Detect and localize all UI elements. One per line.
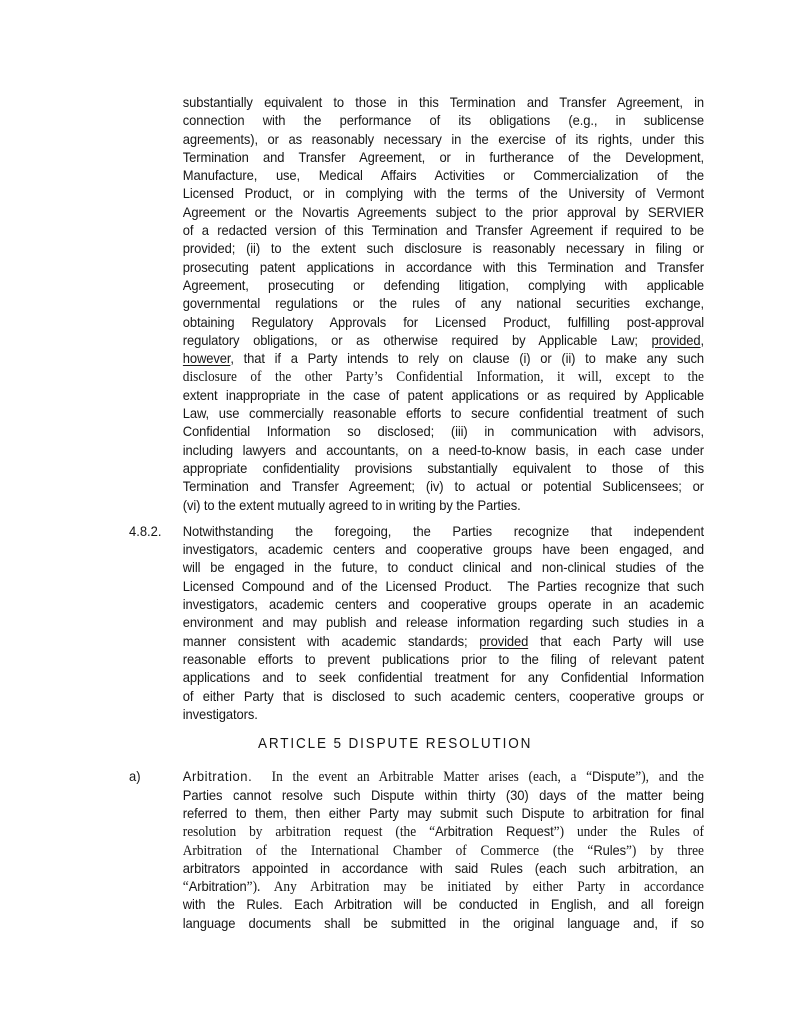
text-line xyxy=(183,258,704,276)
text-line xyxy=(183,166,704,184)
text-line xyxy=(183,668,704,686)
text-line xyxy=(183,404,704,422)
text-segment: provided; (ii) to the extent such disclosure is reasonably necessary in filing or xyxy=(182,240,704,257)
paragraph-lines xyxy=(183,767,704,932)
text-segment: Licensed Product, or in complying with the terms of the University of Vermont xyxy=(182,185,704,202)
text-line xyxy=(183,367,704,385)
text-line xyxy=(183,184,704,202)
text-segment: In the event an Arbitrable Matter arises (each, a “ xyxy=(252,769,593,786)
text-line xyxy=(183,595,704,613)
text-segment: Parties cannot resolve such Dispute within thirty (30) days of the matter being xyxy=(182,786,704,803)
text-segment: referred to them, then either Party may submit such Dispute to arbitration for final xyxy=(182,804,704,821)
text-segment: (vi) to the extent mutually agreed to in writing by the Parties. xyxy=(182,496,521,513)
text-line xyxy=(183,111,704,129)
text-segment: agreements), or as reasonably necessary in the exercise of its rights, under this xyxy=(182,130,704,147)
text-segment: Rules xyxy=(593,841,626,858)
text-line xyxy=(183,914,704,932)
text-segment: resolution by arbitration request (the “ xyxy=(182,824,436,841)
text-line xyxy=(183,294,704,312)
paragraph-lines xyxy=(183,93,704,514)
text-line xyxy=(183,221,704,239)
text-segment: including lawyers and accountants, on a need-to-know basis, in each case under xyxy=(182,441,704,458)
text-segment: Dispute xyxy=(592,768,636,785)
text-segment: investigators, academic centers and cooperative groups have been engaged, and xyxy=(182,541,704,558)
text-segment: Termination and Transfer Agreement, or in furtherance of the Development, xyxy=(182,148,704,165)
text-segment: investigators, academic centers and cooperative groups operate in an academic xyxy=(182,596,704,613)
text-segment: that each Party will use xyxy=(528,632,704,649)
text-segment: Arbitration. xyxy=(182,768,253,785)
text-line xyxy=(183,895,704,913)
text-segment: investigators. xyxy=(182,705,258,722)
text-line xyxy=(183,422,704,440)
text-line xyxy=(183,841,704,859)
text-line xyxy=(183,331,704,349)
text-line xyxy=(183,313,704,331)
text-segment: of a redacted version of this Termination and Transfer Agreement if required to be xyxy=(182,222,704,239)
text-line xyxy=(183,632,704,650)
text-line xyxy=(183,203,704,221)
document-body xyxy=(0,93,791,932)
text-segment: , xyxy=(700,331,704,348)
text-line xyxy=(183,93,704,111)
text-line xyxy=(183,859,704,877)
text-line xyxy=(183,558,704,576)
text-line xyxy=(183,687,704,705)
text-segment: disclosure of the other Party’s Confidential Information, it will, except to the xyxy=(182,369,704,386)
text-segment: manner consistent with academic standards; xyxy=(182,632,480,649)
text-segment: Confidential Information so disclosed; (iii) in communication with advisors, xyxy=(182,423,704,440)
text-line xyxy=(183,496,704,514)
text-segment: ”) under the Rules of xyxy=(553,824,704,841)
text-segment: appropriate confidentiality provisions substantially equivalent to those of this xyxy=(182,459,704,476)
text-segment: Arbitration of the International Chamber of Commerce (the “ xyxy=(182,842,594,859)
text-segment: applications and to seek confidential treatment for any Confidential Information xyxy=(182,669,704,686)
text-segment: ”) by three xyxy=(625,842,704,859)
text-segment: environment and may publish and release information regarding such studies in a xyxy=(182,614,704,631)
text-line xyxy=(183,804,704,822)
text-segment: Arbitration xyxy=(188,878,247,895)
text-segment: , that if a Party intends to rely on clause (i) or (ii) to make any such xyxy=(230,350,704,367)
text-segment: obtaining Regulatory Approvals for Licensed Product, fulfilling post-approval xyxy=(182,313,704,330)
text-segment: Arbitration Request xyxy=(435,823,554,840)
text-segment: Law, use commercially reasonable efforts to secure confidential treatment of such xyxy=(182,405,704,422)
text-line xyxy=(183,613,704,631)
text-segment: Licensed Compound and of the Licensed Product. The Parties recognize that such xyxy=(182,577,704,594)
paragraph-number: 4.8.2. xyxy=(129,522,162,539)
text-line xyxy=(183,522,704,540)
text-line xyxy=(183,148,704,166)
text-line xyxy=(183,877,704,895)
text-segment: arbitrators appointed in accordance with said Rules (each such arbitration, an xyxy=(182,859,704,876)
text-line xyxy=(183,577,704,595)
text-line xyxy=(183,276,704,294)
text-segment: of either Party that is disclosed to such academic centers, cooperative groups or xyxy=(182,687,704,704)
text-segment: regulatory obligations, or as otherwise required by Applicable Law; xyxy=(182,331,652,348)
paragraph-lines xyxy=(183,522,704,723)
numbered-paragraph xyxy=(129,522,704,723)
text-line xyxy=(183,540,704,558)
text-segment: provided xyxy=(479,632,529,649)
text-segment: provided xyxy=(651,331,701,348)
text-segment: ”). Any Arbitration may be initiated by either Party in accordance xyxy=(246,879,704,896)
text-segment: extent inappropriate in the case of patent applications or as required by Applicable xyxy=(182,386,704,403)
article-heading: ARTICLE 5 DISPUTE RESOLUTION xyxy=(258,736,533,753)
paragraph xyxy=(129,93,704,514)
text-segment: governmental regulations or the rules of any national securities exchange, xyxy=(182,295,704,312)
text-segment: Manufacture, use, Medical Affairs Activities or Commercialization of the xyxy=(182,167,704,184)
text-segment: “ xyxy=(182,879,189,896)
text-segment: Agreement or the Novartis Agreements subject to the prior approval by SERVIER xyxy=(182,203,704,220)
numbered-paragraph xyxy=(129,767,704,932)
text-segment: language documents shall be submitted in the original language and, if so xyxy=(182,914,704,931)
text-segment: prosecuting patent applications in accordance with this Termination and Transfer xyxy=(182,258,704,275)
text-segment: reasonable efforts to prevent publications prior to the filing of relevant patent xyxy=(182,650,704,667)
text-segment: Termination and Transfer Agreement; (iv) to actual or potential Sublicensees; or xyxy=(182,478,704,495)
text-line xyxy=(183,767,704,785)
text-segment: Notwithstanding the foregoing, the Parties recognize that independent xyxy=(182,522,704,539)
text-line xyxy=(183,130,704,148)
text-line xyxy=(183,459,704,477)
text-line xyxy=(183,441,704,459)
text-segment: however xyxy=(182,350,231,367)
text-line xyxy=(183,822,704,840)
text-line xyxy=(183,705,704,723)
text-segment: ”), and the xyxy=(635,769,704,786)
text-segment: substantially equivalent to those in this Termination and Transfer Agreement, in xyxy=(182,94,704,110)
text-segment: with the Rules. Each Arbitration will be conducted in English, and all foreign xyxy=(182,896,704,913)
text-line xyxy=(183,349,704,367)
paragraph-number: a) xyxy=(129,768,141,785)
text-segment: will be engaged in the future, to conduct clinical and non-clinical studies of the xyxy=(182,559,704,576)
text-line xyxy=(183,386,704,404)
text-line xyxy=(183,239,704,257)
text-line xyxy=(183,650,704,668)
text-line xyxy=(183,477,704,495)
text-line xyxy=(183,786,704,804)
text-segment: Agreement, prosecuting or defending litigation, complying with applicable xyxy=(182,276,704,293)
text-segment: connection with the performance of its obligations (e.g., in sublicense xyxy=(182,112,704,129)
